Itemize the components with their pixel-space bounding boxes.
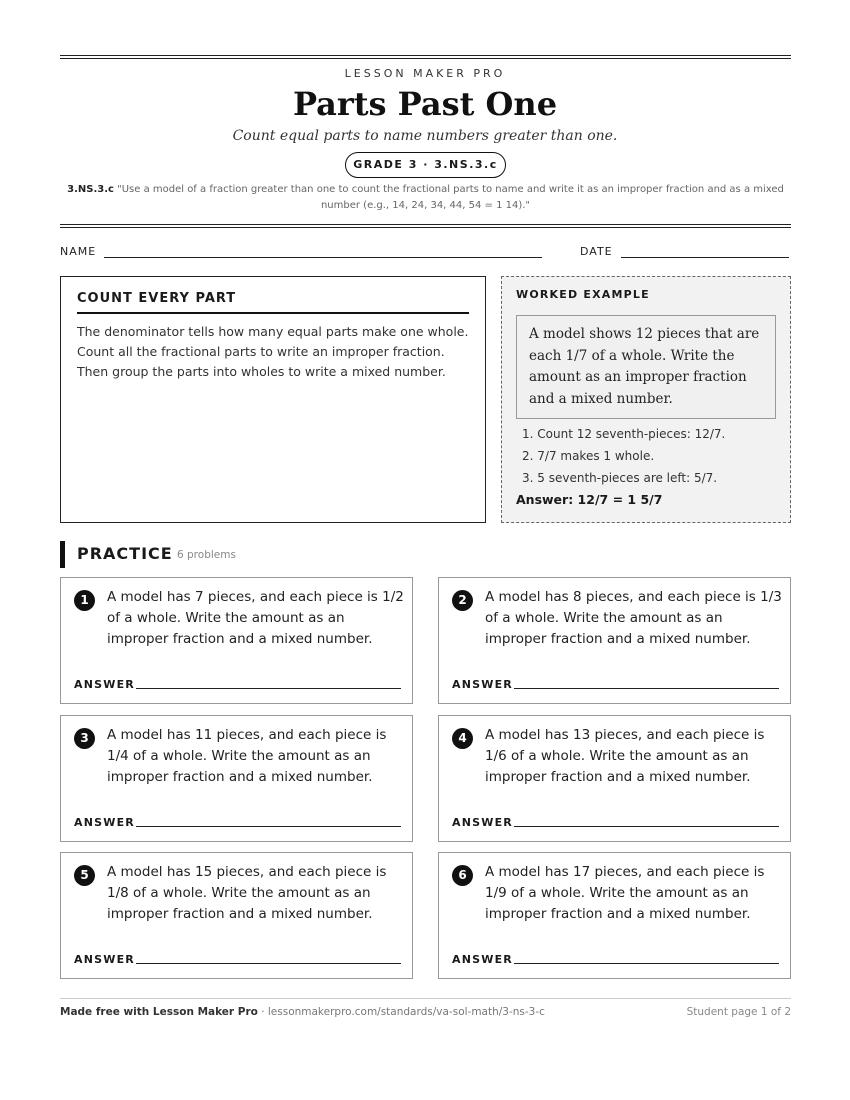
problem-number: 6: [452, 865, 473, 886]
answer-line[interactable]: [136, 826, 401, 827]
problem-text: A model has 15 pieces, and each piece is 1/8 of a whole. Write the amount as an improper fraction and a mixed number.: [107, 864, 387, 922]
standard-description: [60, 182, 791, 214]
problem-card: [438, 577, 791, 704]
footer-divider: [60, 998, 791, 999]
answer-line[interactable]: [136, 688, 401, 689]
date-label: DATE: [580, 245, 613, 258]
answer-label: ANSWER: [74, 953, 135, 966]
count-box-line: Count all the fractional parts to write an improper fraction.: [77, 344, 445, 359]
footer-credit: [60, 1006, 545, 1018]
problem-text: A model has 13 pieces, and each piece is 1/6 of a whole. Write the amount as an improper fraction and a mixed number.: [485, 727, 765, 785]
problem-number: 4: [452, 728, 473, 749]
name-field[interactable]: [60, 244, 542, 258]
answer-line[interactable]: [514, 826, 779, 827]
header-divider: [60, 224, 791, 225]
standard-text: "Use a model of a fraction greater than one to count the fractional parts to name and write it as an improper fraction and as a mixed number (e.g., 14, 24, 34, 44, 54 = 1 14).": [117, 184, 784, 211]
problem-text: A model has 8 pieces, and each piece is 1/3 of a whole. Write the amount as an improper fraction and a mixed number.: [485, 589, 782, 647]
header-divider: [60, 227, 791, 228]
page-title: Parts Past One: [292, 85, 558, 123]
worked-example-prompt: A model shows 12 pieces that are each 1/7 of a whole. Write the amount as an improper fraction and a mixed number.: [516, 315, 776, 419]
worked-step: 1. Count 12 seventh-pieces: 12/7.: [522, 427, 726, 441]
top-rule: [60, 58, 791, 59]
count-box-line: Then group the parts into wholes to write a mixed number.: [77, 364, 446, 379]
count-box-line: The denominator tells how many equal parts make one whole.: [77, 324, 469, 339]
problem-text: A model has 17 pieces, and each piece is 1/9 of a whole. Write the amount as an improper fraction and a mixed number.: [485, 864, 765, 922]
problem-number: 5: [74, 865, 95, 886]
worked-example-box: [501, 276, 791, 523]
footer-made-with: Made free with Lesson Maker Pro: [60, 1006, 258, 1018]
standard-code: 3.NS.3.c: [67, 184, 114, 195]
problem-card: [60, 715, 413, 842]
problem-card: [438, 715, 791, 842]
problem-number: 2: [452, 590, 473, 611]
practice-title: PRACTICE: [77, 544, 173, 563]
problem-text: A model has 7 pieces, and each piece is 1/2 of a whole. Write the amount as an improper fraction and a mixed number.: [107, 589, 404, 647]
count-box-title: COUNT EVERY PART: [77, 291, 469, 314]
problem-card: [60, 577, 413, 704]
count-box-body: [77, 322, 469, 382]
count-every-part-box: [60, 276, 486, 523]
worked-example-answer: Answer: 12/7 = 1 5/7: [516, 492, 663, 507]
answer-label: ANSWER: [452, 678, 513, 691]
name-line[interactable]: [104, 246, 542, 258]
footer-url[interactable]: · lessonmakerpro.com/standards/va-sol-math/3-ns-3-c: [257, 1006, 545, 1018]
problem-card: [60, 852, 413, 979]
practice-accent-bar: [60, 541, 65, 568]
problem-number: 1: [74, 590, 95, 611]
worked-example-title: WORKED EXAMPLE: [516, 288, 650, 301]
date-line[interactable]: [621, 246, 789, 258]
answer-label: ANSWER: [452, 953, 513, 966]
footer-page-label: Student page 1 of 2: [686, 1006, 791, 1018]
problem-card: [438, 852, 791, 979]
answer-line[interactable]: [136, 963, 401, 964]
worked-example-steps: [516, 423, 776, 489]
practice-count: 6 problems: [177, 549, 236, 561]
problem-number: 3: [74, 728, 95, 749]
answer-label: ANSWER: [74, 816, 135, 829]
date-field[interactable]: [580, 244, 789, 258]
answer-label: ANSWER: [452, 816, 513, 829]
problem-text: A model has 11 pieces, and each piece is 1/4 of a whole. Write the amount as an improper fraction and a mixed number.: [107, 727, 387, 785]
worked-step: 3. 5 seventh-pieces are left: 5/7.: [522, 471, 718, 485]
worked-step: 2. 7/7 makes 1 whole.: [522, 449, 655, 463]
page-subtitle: Count equal parts to name numbers greater than one.: [232, 128, 618, 144]
brand-name: LESSON MAKER PRO: [344, 67, 506, 80]
answer-line[interactable]: [514, 963, 779, 964]
answer-label: ANSWER: [74, 678, 135, 691]
grade-badge: GRADE 3 · 3.NS.3.c: [345, 152, 506, 178]
name-label: NAME: [60, 245, 97, 258]
answer-line[interactable]: [514, 688, 779, 689]
top-rule: [60, 55, 791, 56]
